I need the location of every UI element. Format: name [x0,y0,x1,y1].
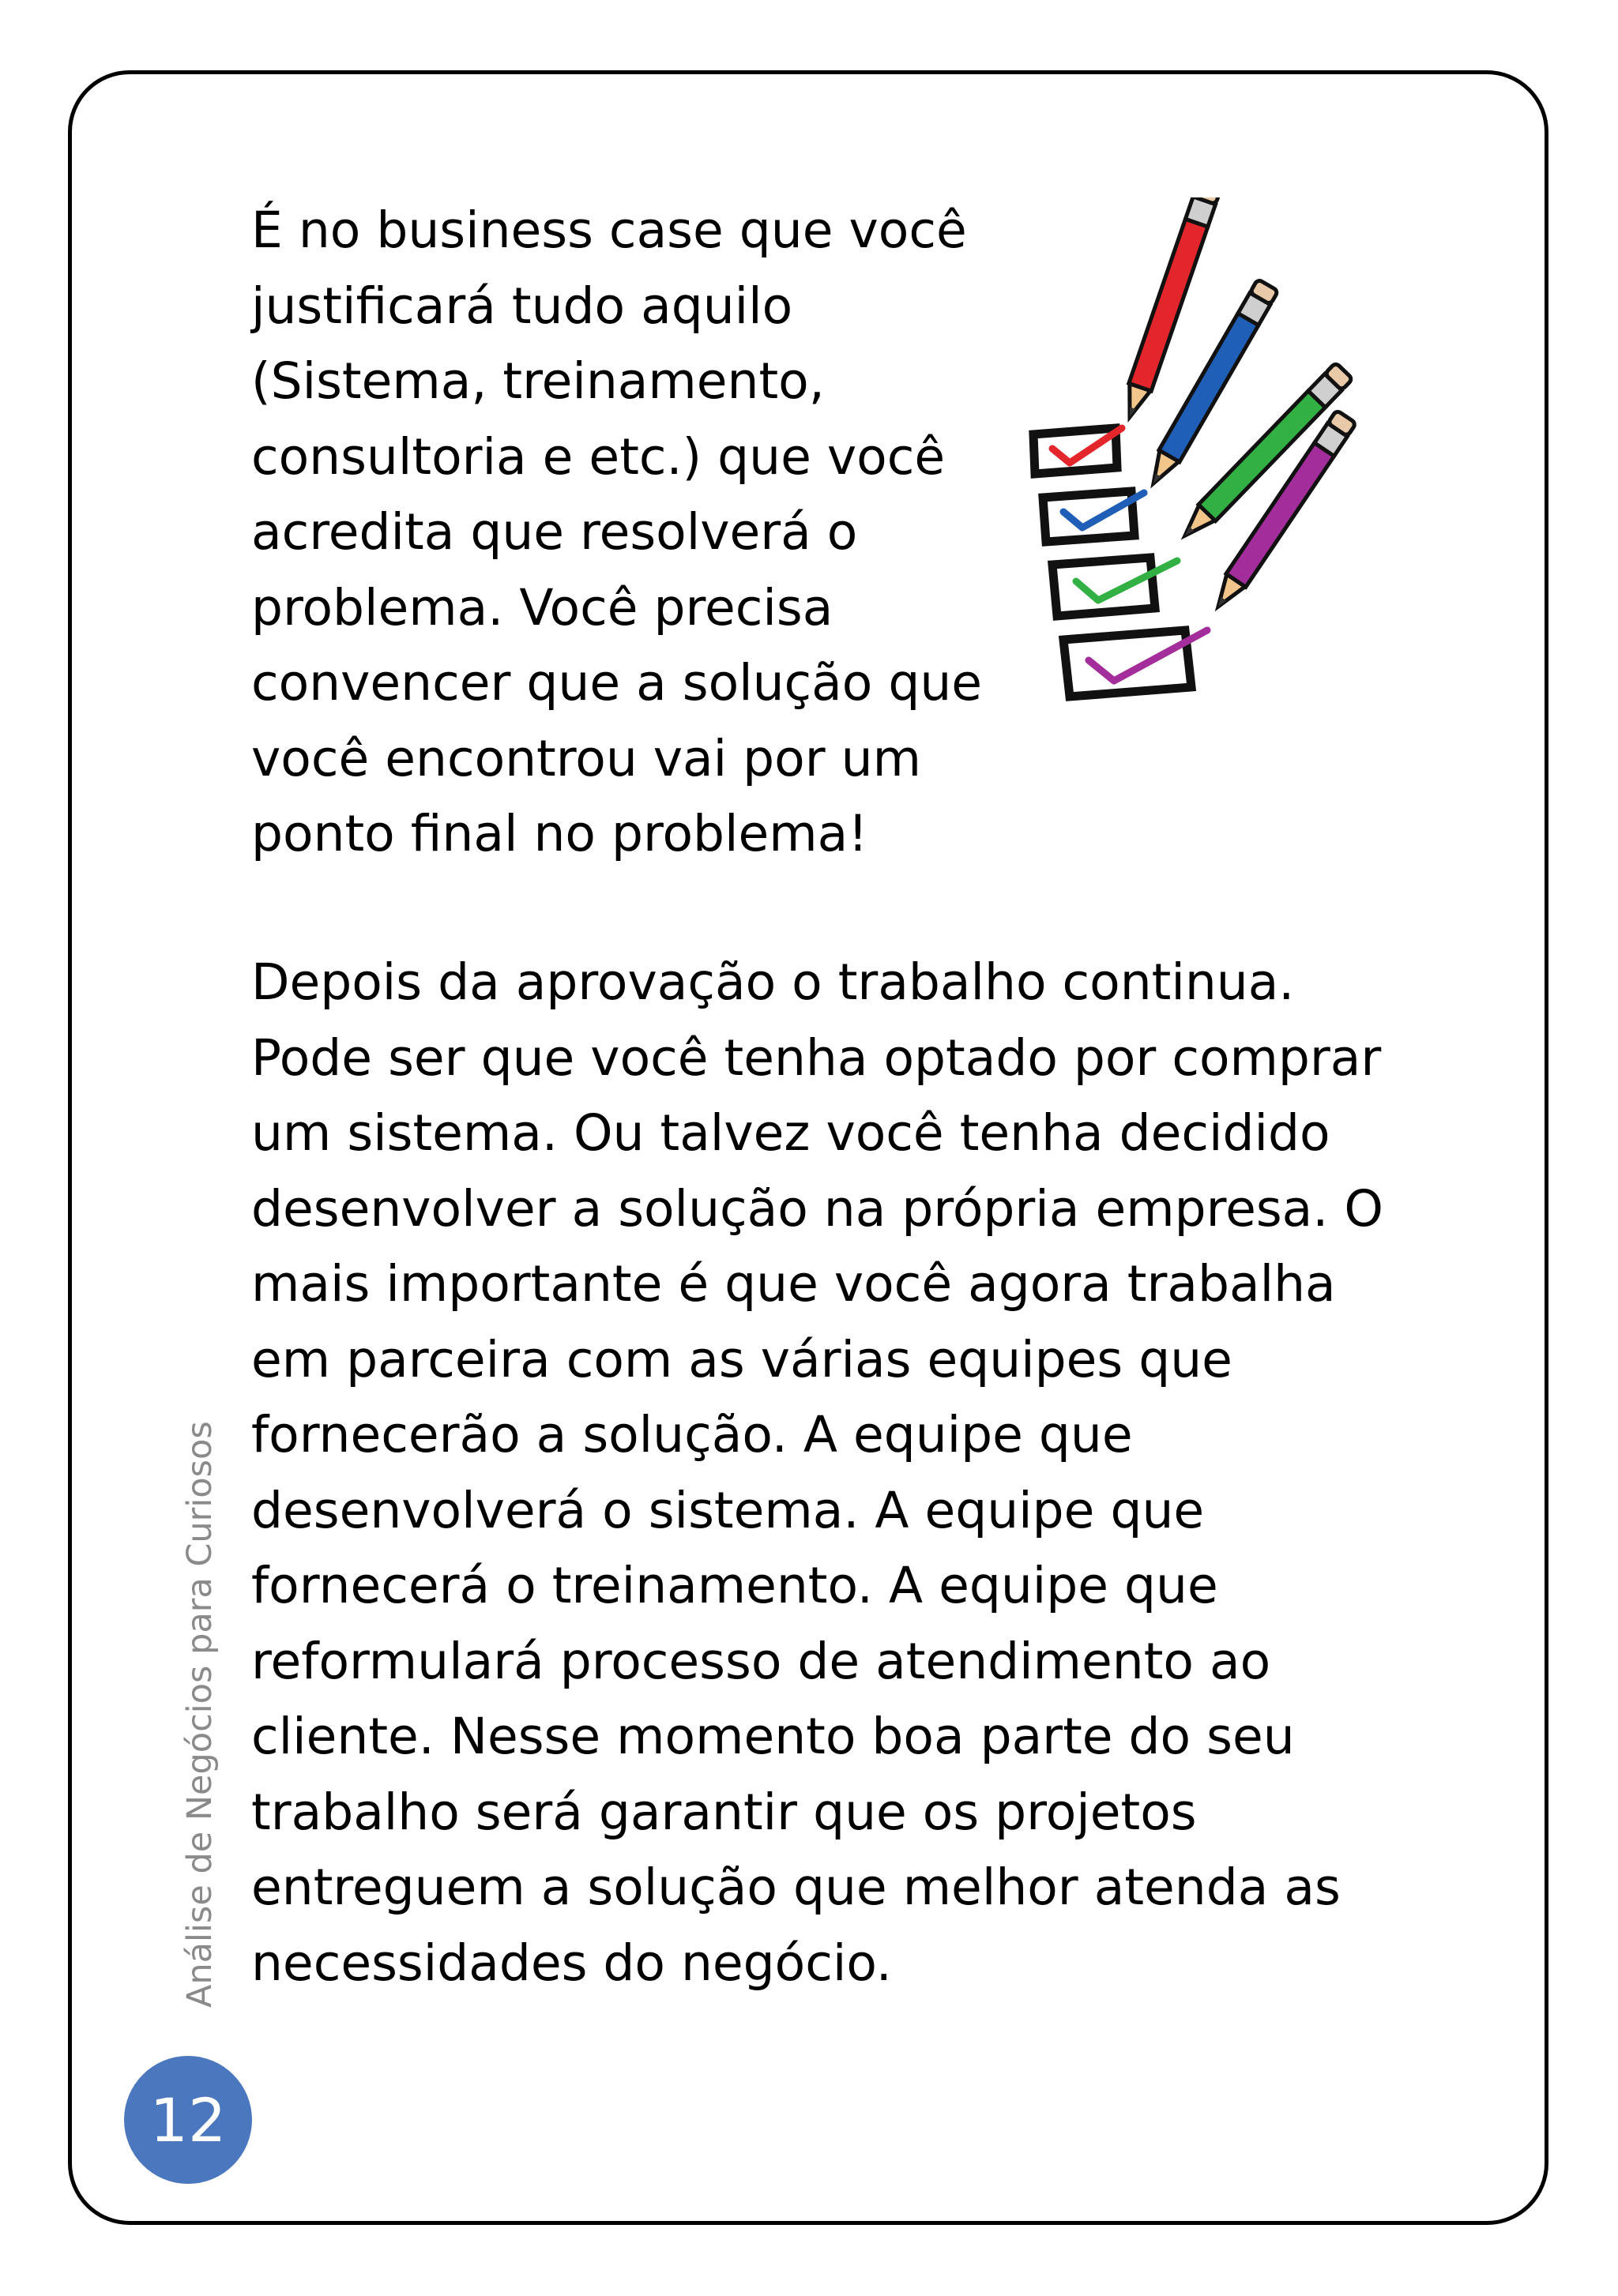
text-line: consultoria e etc.) que você [251,427,946,486]
text-line: entreguem a solução que melhor atenda as [251,1858,1341,1916]
checklist-pencils-icon [1003,197,1446,750]
checkbox-2-icon [1043,491,1134,542]
checkmark-green-icon [1076,561,1177,600]
text-line: reformulará processo de atendimento ao [251,1632,1271,1690]
paragraph-after-approval [251,945,1383,2001]
text-line: em parceira com as várias equipes que [251,1330,1232,1388]
book-title-vertical: Análise de Negócios para Curiosos [180,1421,220,2008]
text-line: (Sistema, treinamento, [251,352,825,410]
text-line: cliente. Nesse momento boa parte do seu [251,1708,1295,1765]
text-line: problema. Você precisa [251,578,833,637]
text-line: Pode ser que você tenha optado por comprar [251,1028,1382,1087]
checkbox-1-icon [1033,428,1117,474]
text-line: trabalho será garantir que os projetos [251,1783,1197,1841]
text-line: desenvolverá o sistema. A equipe que [251,1481,1205,1539]
text-line: você encontrou vai por um [251,729,921,787]
text-line: acredita que resolverá o [251,503,858,561]
text-line: ponto final no problema! [251,805,868,862]
text-line: mais importante é que você agora trabalha [251,1255,1336,1313]
text-line: É no business case que você [251,201,967,259]
text-line: um sistema. Ou talvez você tenha decidido [251,1104,1330,1162]
text-line: convencer que a solução que [251,654,983,712]
text-line: justificará tudo aquilo [251,276,793,335]
text-line: fornecerá o treinamento. A equipe que [251,1557,1218,1614]
text-line: Depois da aprovação o trabalho continua. [251,953,1295,1011]
text-line: desenvolver a solução na própria empresa. O [251,1179,1383,1238]
paragraph-business-case [251,193,982,872]
text-line: fornecerão a solução. A equipe que [251,1406,1133,1464]
checkbox-4-icon [1063,630,1191,697]
checkbox-3-icon [1052,558,1155,616]
text-line: necessidades do negócio. [251,1933,892,1992]
page-number-badge: 12 [124,2056,252,2184]
